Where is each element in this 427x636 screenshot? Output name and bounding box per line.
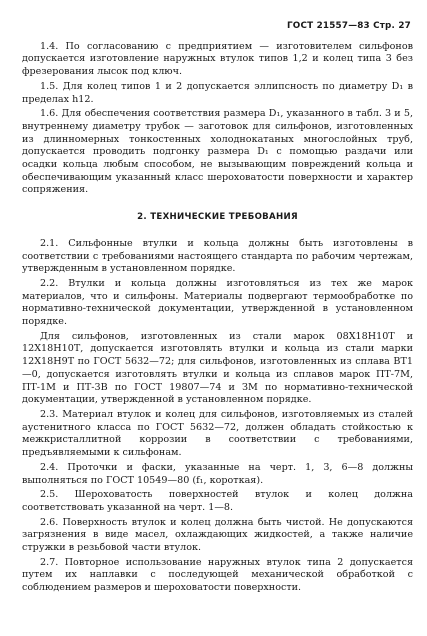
paragraph-1-6: 1.6. Для обеспечения соответствия размера D₁, указанного в табл. 3 и 5, внутреннему диаметру трубок — заготовок для сильфонов, изготовленных из длинномерных тонкостенных холоднокатаных многослойных труб, допускается проводить подгонку размера D₁ с помощью раздачи или осадки кольца любым способом, не вызывающим повреждений кольца и обеспечивающим указанный класс шероховатости поверхности и характер сопряжения. (22, 108, 413, 196)
paragraph-2-4: 2.4. Проточки и фаски, указанные на черт. 1, 3, 6—8 должны выполняться по ГОСТ 10549—80 (f₁, короткая). (22, 461, 413, 486)
section-title: 2. ТЕХНИЧЕСКИЕ ТРЕБОВАНИЯ (137, 212, 298, 223)
paragraph-2-7: 2.7. Повторное использование наружных втулок типа 2 допускается путем их наплавки с последующей механической обработкой с соблюдением размеров и шероховатости поверхности. (22, 556, 413, 594)
paragraph-1-5: 1.5. Для колец типов 1 и 2 допускается эллипсность по диаметру D₁ в пределах h12. (22, 80, 413, 105)
paragraph-2-2: 2.2. Втулки и кольца должны изготовляться из тех же марок материалов, что и сильфоны. Материалы подвергают термообработке по нормативно-технической документации, утвержденной в установленном порядке. (22, 277, 413, 328)
paragraph-1-4: 1.4. По согласованию с предприятием — изготовителем сильфонов допускается изготовление наружных втулок типов 1,2 и колец типа 3 без фрезерования лысок под ключ. (22, 40, 413, 78)
paragraph-2-1: 2.1. Сильфонные втулки и кольца должны быть изготовлены в соответствии с требованиями настоящего стандарта по рабочим чертежам, утвержденным в установленном порядке. (22, 237, 413, 275)
paragraph-2-5: 2.5. Шероховатость поверхностей втулок и колец должна соответствовать указанной на черт. 1—8. (22, 489, 413, 513)
page-header: ГОСТ 21557—83 Стр. 27 (286, 21, 411, 31)
paragraph-2-6: 2.6. Поверхность втулок и колец должна быть чистой. Не допускаются загрязнения в виде масел, охлаждающих жидкостей, а также наличие стружки в резьбовой части втулок. (22, 516, 413, 554)
paragraph-2-2-materials: Для сильфонов, изготовленных из стали марок 08Х18Н10Т и 12Х18Н10Т, допускается изготовлять втулки и кольца из стали марки 12Х18Н9Т по ГОСТ 5632—72; для сильфонов, изготовленных из сплава ВТ1—0, допускается изготовлять втулки и кольца из сплавов марок ПТ-7М, ПТ-1М и ПТ-3В по ГОСТ 19807—74 и ЗМ по нормативно-технической документации, утвержденной в установленном порядке. (22, 330, 413, 406)
paragraph-2-3: 2.3. Материал втулок и колец для сильфонов, изготовляемых из сталей аустенитного класса по ГОСТ 5632—72, должен обладать стойкостью к межкристаллитной коррозии в соответствии с требованиями, предъявляемыми к сильфонам. (22, 408, 413, 459)
